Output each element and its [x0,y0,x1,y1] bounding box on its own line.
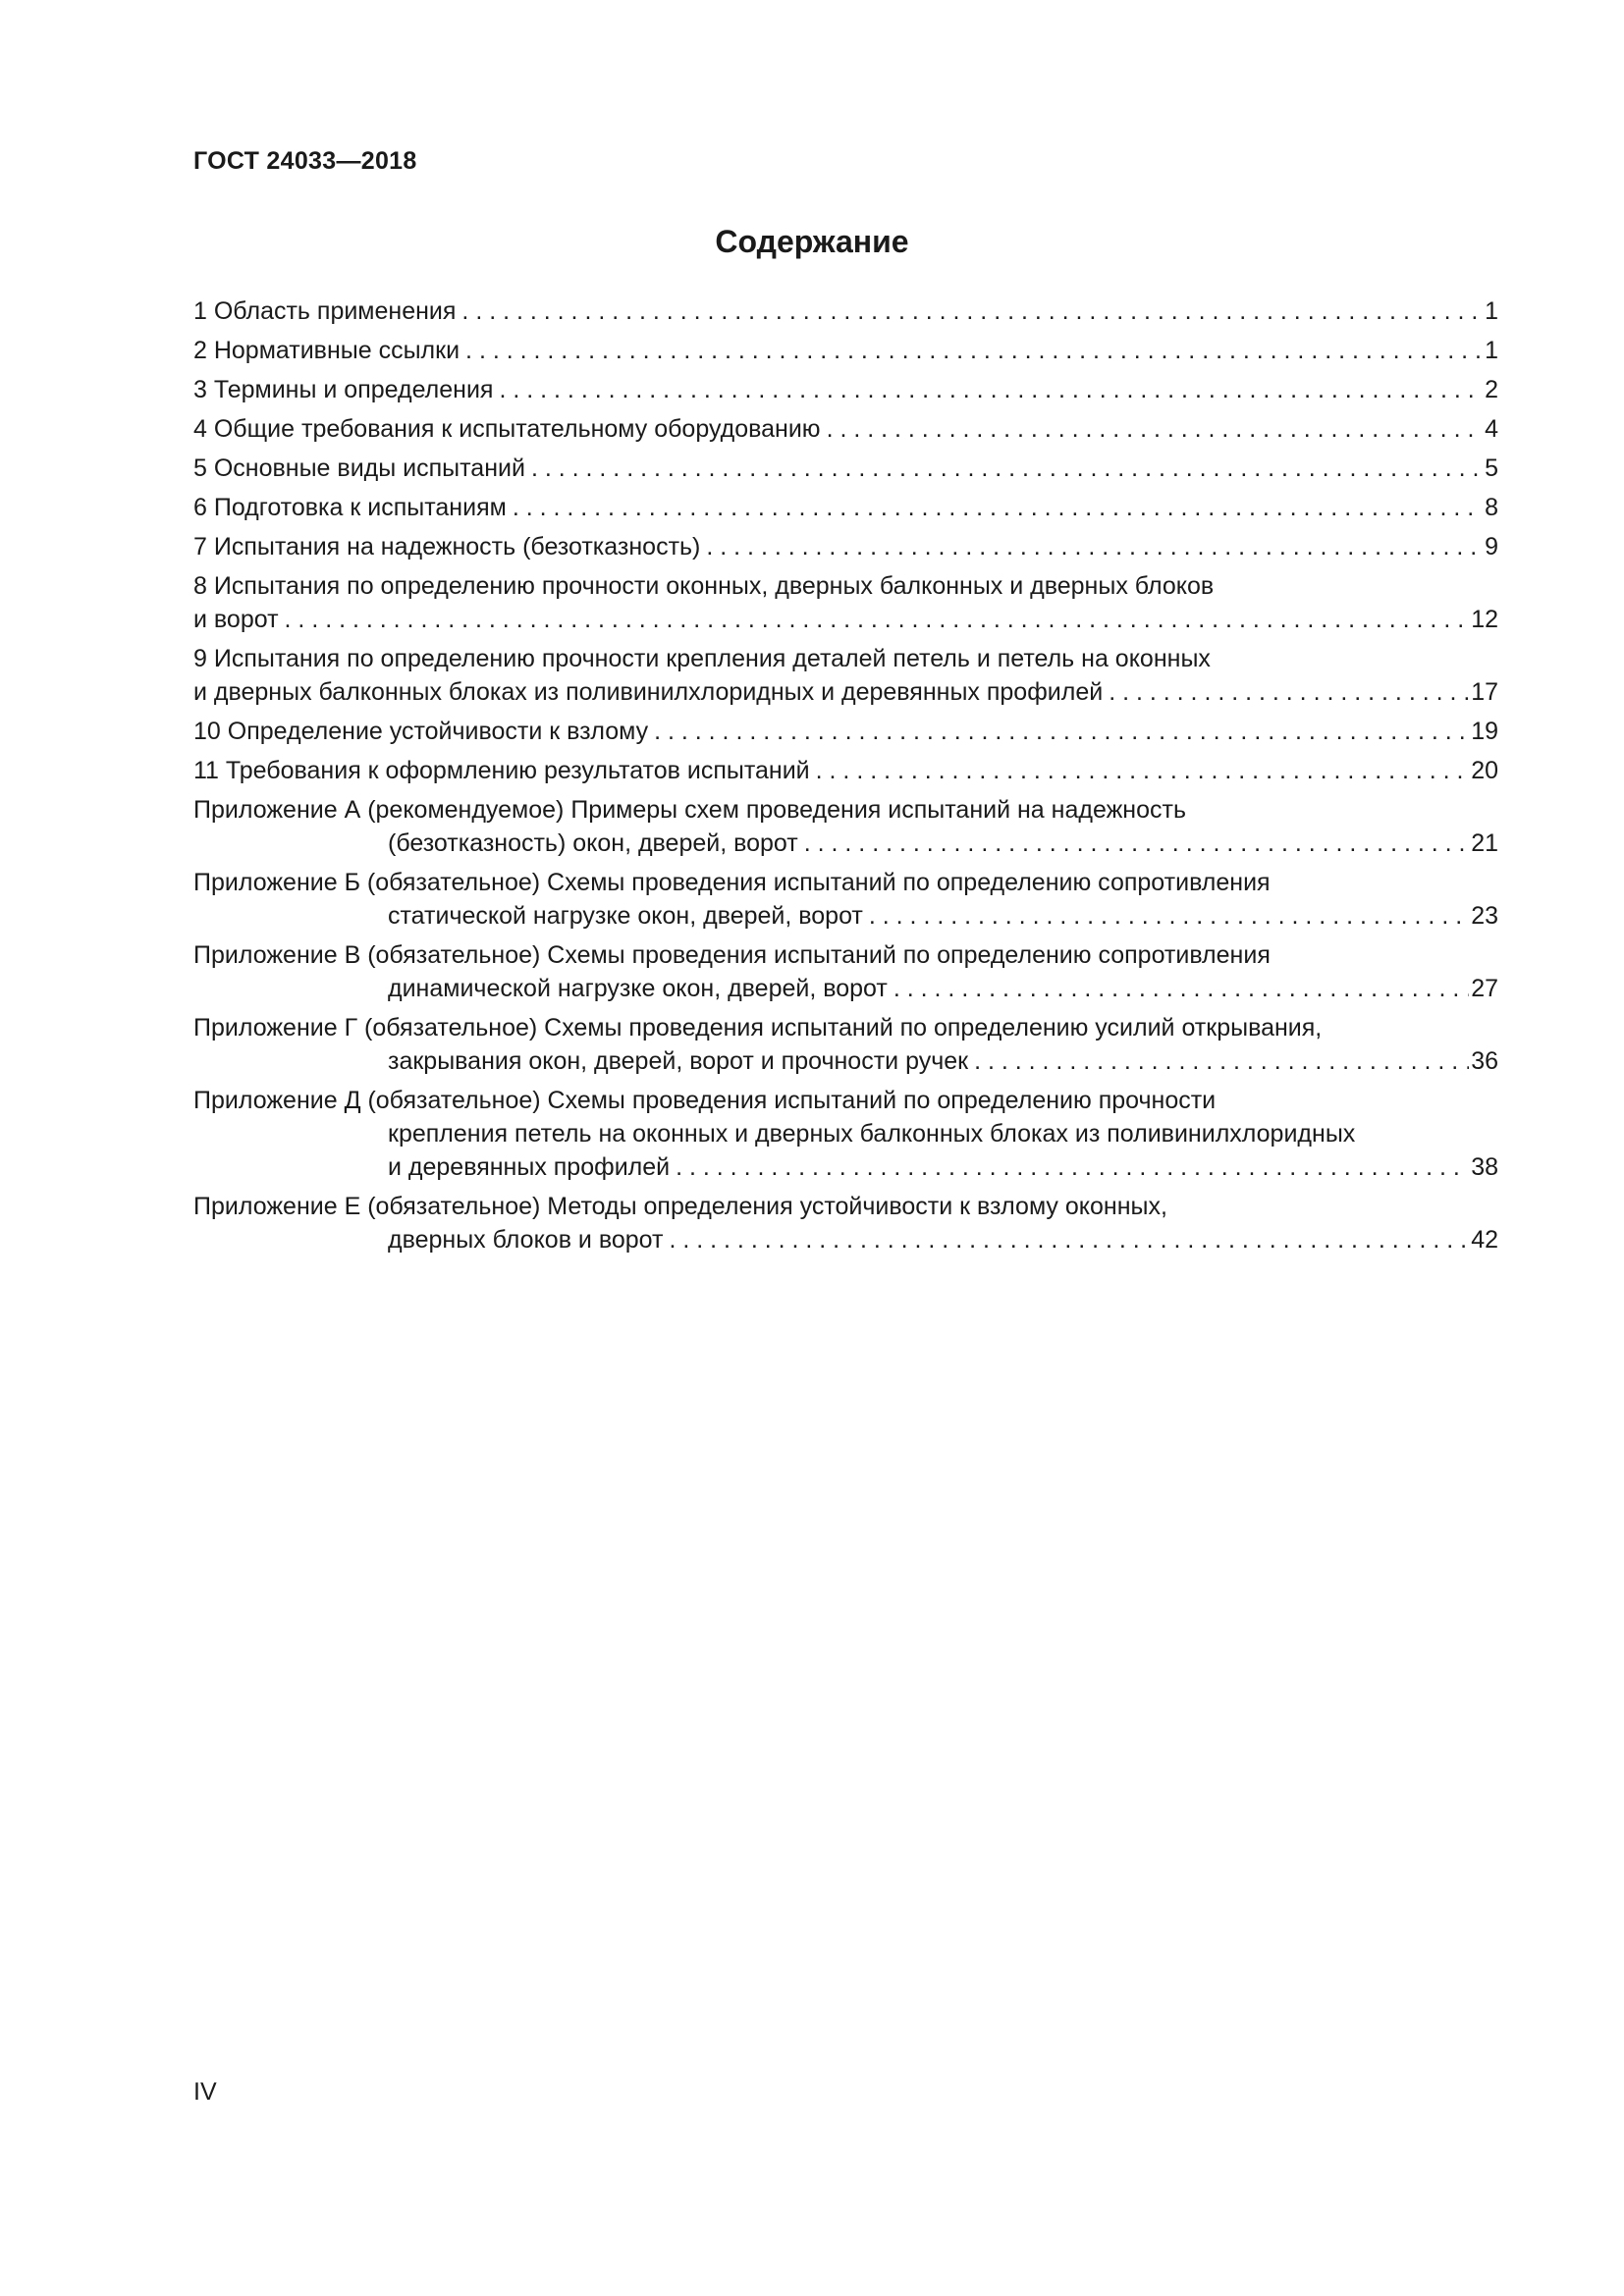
toc-entry-last-line [193,1150,1498,1184]
toc-entry-title: закрывания окон, дверей, ворот и прочности ручек [388,1047,969,1075]
toc-page-number: 8 [1485,494,1498,521]
appendix-title-line: Приложение Б (обязательное) Схемы проведения испытаний по определению сопротивления [193,869,1271,896]
appendix-title-line: Приложение А (рекомендуемое) Примеры схем проведения испытаний на надежность [193,796,1186,824]
toc-appendix-entry[interactable] [193,866,1498,933]
page-number: IV [193,2078,217,2106]
appendix-title-line: Приложение Д (обязательное) Схемы проведения испытаний по определению прочности [193,1087,1217,1114]
toc-page-number: 20 [1471,757,1498,784]
toc-page-number: 23 [1471,902,1498,930]
toc-entry-last-line [193,827,1498,860]
toc-entry-last-line [193,1223,1498,1256]
toc-appendix-entry[interactable] [193,938,1498,1005]
toc-entry-last-line [193,899,1498,933]
toc-entry-last-line [193,294,1498,328]
toc-appendix-entry[interactable] [193,1084,1498,1184]
dot-leader [974,1044,1469,1078]
toc-entry[interactable] [193,373,1498,406]
toc-entry[interactable] [193,642,1498,709]
toc-entry-title: 10 Определение устойчивости к взлому [193,718,649,745]
toc-entry-last-line [193,603,1498,636]
toc-entry[interactable] [193,452,1498,485]
dot-leader [827,412,1484,446]
toc-appendix-entry[interactable] [193,1190,1498,1256]
toc-page-number: 2 [1485,376,1498,403]
toc-entry[interactable] [193,569,1498,636]
toc-entry-last-line [193,412,1498,446]
toc-entry-last-line [193,334,1498,367]
toc-entry-title: и деревянных профилей [388,1153,671,1181]
document-code: ГОСТ 24033—2018 [193,147,417,175]
dot-leader [816,754,1470,787]
toc-entry[interactable] [193,294,1498,328]
toc-entry-title: 6 Подготовка к испытаниям [193,494,507,521]
toc-entry-title: 1 Область применения [193,297,457,325]
dot-leader [706,530,1483,563]
dot-leader [893,972,1469,1005]
toc-page-number: 21 [1471,829,1498,857]
toc-page-number: 5 [1485,454,1498,482]
dot-leader [1109,675,1469,709]
toc-entry-last-line [193,452,1498,485]
dot-leader [513,491,1483,524]
toc-entry-title: динамической нагрузке окон, дверей, ворот [388,975,888,1002]
toc-entry-title: и ворот [193,606,279,633]
toc-entry-title-line: 9 Испытания по определению прочности крепления деталей петель и петель на оконных [193,645,1211,672]
toc-entry[interactable] [193,412,1498,446]
toc-entry-title: 7 Испытания на надежность (безотказность) [193,533,701,561]
toc-entry[interactable] [193,334,1498,367]
toc-page-number: 27 [1471,975,1498,1002]
toc-entry[interactable] [193,715,1498,748]
toc-entry-title: (безотказность) окон, дверей, ворот [388,829,798,857]
dot-leader [669,1223,1469,1256]
toc-entry[interactable] [193,491,1498,524]
toc-page-number: 1 [1485,297,1498,325]
toc-entry-last-line [193,491,1498,524]
toc-entry-last-line [193,1044,1498,1078]
toc-entry-last-line [193,754,1498,787]
appendix-title-line: крепления петель на оконных и дверных балконных блоках из поливинилхлоридных [388,1120,1356,1148]
toc-page-number: 9 [1485,533,1498,561]
toc-entry-title: 11 Требования к оформлению результатов испытаний [193,757,810,784]
dot-leader [654,715,1469,748]
appendix-title-line: Приложение Е (обязательное) Методы определения устойчивости к взлому оконных, [193,1193,1167,1220]
toc-page-number: 36 [1471,1047,1498,1075]
dot-leader [676,1150,1469,1184]
dot-leader [869,899,1469,933]
table-of-contents [193,294,1498,1262]
toc-entry-title: статической нагрузке окон, дверей, ворот [388,902,863,930]
dot-leader [461,294,1483,328]
toc-entry-title: 3 Термины и определения [193,376,494,403]
toc-page-number: 1 [1485,337,1498,364]
toc-entry-last-line [193,715,1498,748]
toc-entry-title: 2 Нормативные ссылки [193,337,460,364]
toc-entry-last-line [193,373,1498,406]
dot-leader [804,827,1469,860]
toc-entry-title: и дверных балконных блоках из поливинилхлоридных и деревянных профилей [193,678,1104,706]
toc-title: Содержание [715,224,909,259]
toc-page-number: 38 [1471,1153,1498,1181]
toc-entry-last-line [193,675,1498,709]
toc-appendix-entry[interactable] [193,793,1498,860]
toc-entry-last-line [193,530,1498,563]
appendix-title-line: Приложение Г (обязательное) Схемы проведения испытаний по определению усилий открывания, [193,1014,1323,1041]
toc-entry-title: дверных блоков и ворот [388,1226,664,1254]
dot-leader [531,452,1483,485]
dot-leader [465,334,1483,367]
toc-entry-last-line [193,972,1498,1005]
toc-page-number: 19 [1471,718,1498,745]
toc-page-number: 4 [1485,415,1498,443]
dot-leader [499,373,1483,406]
toc-page-number: 42 [1471,1226,1498,1254]
toc-entry-title: 5 Основные виды испытаний [193,454,525,482]
appendix-title-line: Приложение В (обязательное) Схемы проведения испытаний по определению сопротивления [193,941,1271,969]
toc-page-number: 17 [1471,678,1498,706]
toc-entry[interactable] [193,530,1498,563]
toc-page-number: 12 [1471,606,1498,633]
toc-appendix-entry[interactable] [193,1011,1498,1078]
toc-entry[interactable] [193,754,1498,787]
toc-entry-title: 4 Общие требования к испытательному оборудованию [193,415,821,443]
toc-entry-title-line: 8 Испытания по определению прочности оконных, дверных балконных и дверных блоков [193,572,1215,600]
dot-leader [285,603,1470,636]
